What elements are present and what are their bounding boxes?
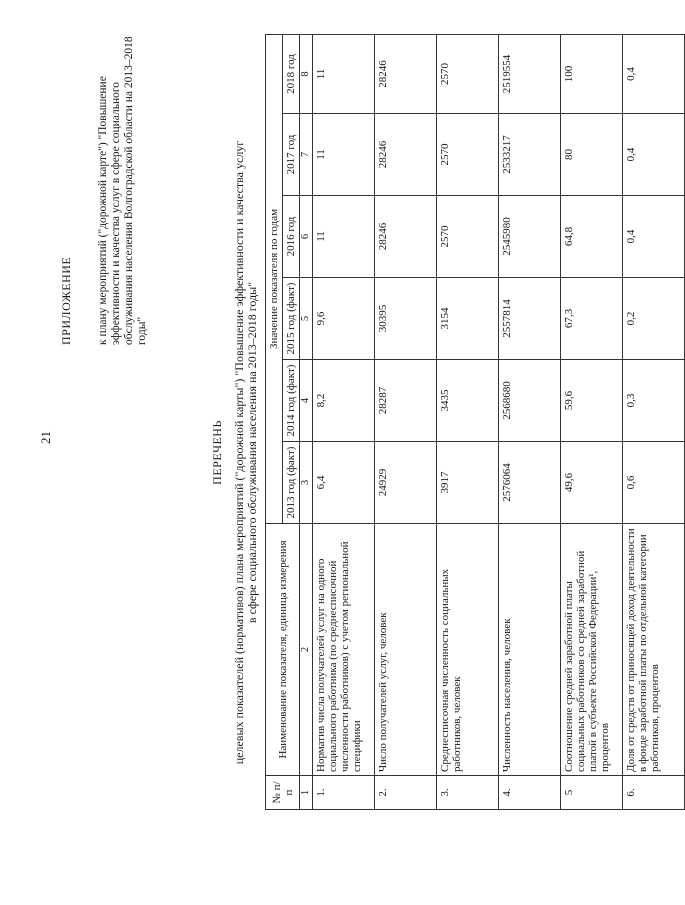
appendix-title: ПРИЛОЖЕНИЕ xyxy=(59,256,73,345)
row-value: 28287 xyxy=(375,360,437,442)
row-value: 28246 xyxy=(375,34,437,113)
row-value: 3435 xyxy=(437,360,499,442)
table-body xyxy=(313,34,685,809)
row-value: 67,3 xyxy=(561,278,623,360)
appendix-block xyxy=(60,15,149,345)
row-number: 6. xyxy=(623,776,685,810)
row-value: 59,6 xyxy=(561,360,623,442)
row-value: 2545980 xyxy=(499,196,561,278)
header-year: 2016 год xyxy=(283,196,300,278)
row-value: 11 xyxy=(313,196,375,278)
header-column-index: 7 xyxy=(300,114,313,196)
row-indicator-name: Норматив числа получателей услуг на одного социального работника (по среднесписочной численности работников) с учетом региональной специфики xyxy=(313,524,375,776)
row-value: 3917 xyxy=(437,442,499,524)
document-title: ПЕРЕЧЕНЬ xyxy=(210,420,224,485)
header-column-index: 2 xyxy=(300,524,313,776)
row-number: 1. xyxy=(313,776,375,810)
row-value: 0,2 xyxy=(623,278,685,360)
row-value: 28246 xyxy=(375,114,437,196)
table-row xyxy=(437,34,499,809)
row-value: 2533217 xyxy=(499,114,561,196)
row-value: 49,6 xyxy=(561,442,623,524)
row-value: 11 xyxy=(313,114,375,196)
row-value: 2570 xyxy=(437,114,499,196)
row-value: 0,4 xyxy=(623,114,685,196)
row-value: 0,4 xyxy=(623,34,685,113)
header-column-index: 5 xyxy=(300,278,313,360)
header-year: 2017 год xyxy=(283,114,300,196)
row-value: 2557814 xyxy=(499,278,561,360)
document-subtitle-line2: в сфере социального обслуживания населения на 2013–2018 годы" xyxy=(245,281,259,624)
table-row xyxy=(313,34,375,809)
page-number: 21 xyxy=(38,431,53,444)
header-year: 2018 год xyxy=(283,34,300,113)
row-value: 80 xyxy=(561,114,623,196)
table-row xyxy=(375,34,437,809)
row-indicator-name: Численность населения, человек xyxy=(499,524,561,776)
row-value: 100 xyxy=(561,34,623,113)
row-number: 2. xyxy=(375,776,437,810)
header-column-index: 3 xyxy=(300,442,313,524)
row-indicator-name: Соотношение средней заработной платы социальных работников со средней заработной платой в субъекте Российской Федерации¹, процентов xyxy=(561,524,623,776)
row-value: 8,2 xyxy=(313,360,375,442)
appendix-text: к плану мероприятий ("дорожной карте") "Повышение эффективности и качества услуг в сфере социального обслуживания населения Волгоградской области на 2013–2018 годы" xyxy=(97,36,148,345)
row-value: 2519554 xyxy=(499,34,561,113)
header-column-index: 1 xyxy=(300,776,313,810)
header-year: 2015 год (факт) xyxy=(283,278,300,360)
row-value: 2570 xyxy=(437,196,499,278)
row-number: 3. xyxy=(437,776,499,810)
header-index-row xyxy=(300,34,313,809)
row-value: 0,3 xyxy=(623,360,685,442)
row-value: 6,4 xyxy=(313,442,375,524)
header-column-index: 4 xyxy=(300,360,313,442)
row-value: 11 xyxy=(313,34,375,113)
header-year: 2013 год (факт) xyxy=(283,442,300,524)
row-value: 2570 xyxy=(437,34,499,113)
row-number: 4. xyxy=(499,776,561,810)
header-name: Наименование показателя, единица измерения xyxy=(266,524,300,776)
table-row xyxy=(623,34,685,809)
row-value: 2568680 xyxy=(499,360,561,442)
row-value: 24929 xyxy=(375,442,437,524)
header-values-group: Значение показателя по годам xyxy=(266,34,283,523)
row-value: 2576064 xyxy=(499,442,561,524)
header-column-index: 6 xyxy=(300,196,313,278)
document-subtitle-line1: целевых показателей (нормативов) плана мероприятий ("дорожной карты") "Повышение эффективности и качества услуг xyxy=(232,140,246,765)
row-value: 3154 xyxy=(437,278,499,360)
header-year: 2014 год (факт) xyxy=(283,360,300,442)
header-num: № п/п xyxy=(266,776,300,810)
row-value: 28246 xyxy=(375,196,437,278)
row-number: 5 xyxy=(561,776,623,810)
row-indicator-name: Число получателей услуг, человек xyxy=(375,524,437,776)
row-value: 64,8 xyxy=(561,196,623,278)
table-row xyxy=(499,34,561,809)
row-value: 0,4 xyxy=(623,196,685,278)
row-value: 30395 xyxy=(375,278,437,360)
header-row xyxy=(266,34,283,809)
table-row xyxy=(561,34,623,809)
row-value: 9,6 xyxy=(313,278,375,360)
row-indicator-name: Доля от средств от приносящей доход деятельности в фонде заработной платы по отдельной категории работников, процентов xyxy=(623,524,685,776)
row-indicator-name: Среднесписочная численность социальных работников, человек xyxy=(437,524,499,776)
header-column-index: 8 xyxy=(300,34,313,113)
indicators-table xyxy=(265,34,685,810)
row-value: 0,6 xyxy=(623,442,685,524)
